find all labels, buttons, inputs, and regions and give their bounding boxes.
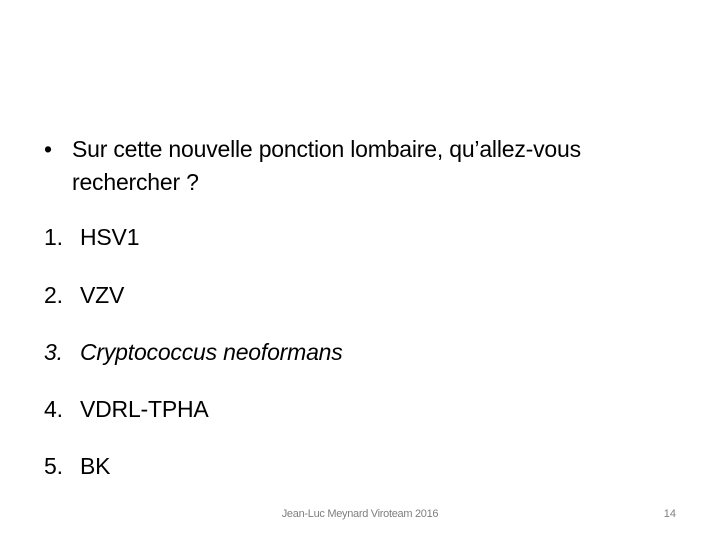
- option-label: Cryptococcus neoformans: [80, 339, 343, 365]
- question-text: Sur cette nouvelle ponction lombaire, qu’allez-vous rechercher ?: [72, 136, 581, 195]
- option-label: BK: [80, 453, 111, 479]
- option-2: [44, 280, 124, 310]
- option-label: VDRL-TPHA: [80, 396, 209, 422]
- option-5: [44, 451, 110, 481]
- option-label: HSV1: [80, 224, 140, 250]
- option-label: VZV: [80, 282, 125, 308]
- bullet-icon: •: [44, 136, 52, 162]
- question: [44, 133, 684, 199]
- slide-number: 14: [663, 508, 676, 520]
- option-4: [44, 394, 209, 424]
- option-number: 5.: [44, 453, 63, 479]
- option-3: [44, 337, 343, 367]
- option-number: 2.: [44, 282, 63, 308]
- footer-author: Jean-Luc Meynard Viroteam 2016: [281, 508, 439, 520]
- option-number: 4.: [44, 396, 63, 422]
- option-number: 1.: [44, 224, 63, 250]
- option-1: [44, 222, 139, 252]
- option-number: 3.: [44, 339, 63, 365]
